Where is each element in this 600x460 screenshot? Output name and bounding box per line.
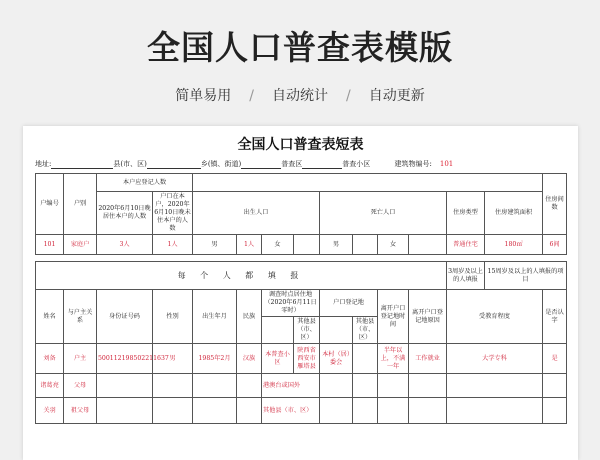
person-name[interactable]: 诸葛亮 <box>36 374 64 398</box>
sub-district-blank[interactable] <box>302 160 342 169</box>
district-label: 普查区 <box>281 160 303 168</box>
person-hukou-other[interactable] <box>353 344 378 374</box>
age15-note: 15周岁及以上的人填报的项目 <box>485 262 567 290</box>
present-header: 2020年6月10日晚居住本户的人数 <box>97 192 153 235</box>
person-sex[interactable]: 男 <box>153 344 193 374</box>
table-row <box>36 398 567 424</box>
building-label: 建筑物编号: <box>394 160 432 168</box>
spacer-row <box>36 255 567 262</box>
leave-reason-header: 离开户口登记地原因 <box>409 290 447 344</box>
table-row <box>36 344 567 374</box>
rooms-header: 住房间数 <box>543 174 567 235</box>
residence-other-header: 其他县（市、区） <box>294 317 320 344</box>
table-row <box>36 374 567 398</box>
person-ethnic[interactable] <box>237 374 262 398</box>
births-female-value[interactable] <box>294 235 320 255</box>
person-ethnic[interactable]: 汉族 <box>237 344 262 374</box>
county-blank[interactable] <box>51 160 113 169</box>
person-leave-time[interactable]: 半年以上，不满一年 <box>378 344 409 374</box>
building-number: 101 <box>439 160 454 168</box>
census-table <box>35 173 567 424</box>
person-education[interactable] <box>447 374 543 398</box>
person-relation[interactable]: 祖父母 <box>64 398 97 424</box>
person-name[interactable]: 关羽 <box>36 398 64 424</box>
education-header: 受教育程度 <box>447 290 543 344</box>
sex-header: 性别 <box>153 290 193 344</box>
leave-time-header: 离开户口登记地时间 <box>378 290 409 344</box>
hh-no-header: 户编号 <box>36 174 64 235</box>
person-id[interactable] <box>97 374 153 398</box>
births-male-label: 男 <box>193 235 237 255</box>
person-hukou[interactable]: 本村（居）委会 <box>320 344 353 374</box>
rooms-value[interactable]: 6间 <box>543 235 567 255</box>
separator: / <box>249 88 254 104</box>
person-residence-other[interactable]: 陕西省西安市雁塔县 <box>294 344 320 374</box>
person-relation[interactable]: 父母 <box>64 374 97 398</box>
person-birth[interactable] <box>193 374 237 398</box>
county-label: 县(市、区) <box>113 160 147 168</box>
section-heading: 每 个 人 都 填 报 <box>36 262 447 290</box>
residence-local-header <box>262 317 294 344</box>
person-leave-reason[interactable] <box>409 374 447 398</box>
feature-easy: 简单易用 <box>175 88 232 104</box>
residence-header: 调查时点居住地（2020年6月11日零时） <box>262 290 320 317</box>
person-leave-time[interactable] <box>378 398 409 424</box>
id-header: 身份证号码 <box>97 290 153 344</box>
person-leave-time[interactable] <box>378 374 409 398</box>
births-female-label: 女 <box>262 235 294 255</box>
person-literacy[interactable] <box>543 374 567 398</box>
deaths-male-label: 男 <box>320 235 353 255</box>
address-line <box>35 159 453 169</box>
person-birth[interactable]: 1985年2月 <box>193 344 237 374</box>
birth-header: 出生年月 <box>193 290 237 344</box>
person-id[interactable]: 500112198502211637 <box>97 344 153 374</box>
age3-note: 3周岁及以上的人填报 <box>447 262 485 290</box>
deaths-male-value[interactable] <box>353 235 378 255</box>
person-name[interactable]: 刘备 <box>36 344 64 374</box>
person-relation[interactable]: 户主 <box>64 344 97 374</box>
form-preview-card <box>23 126 578 460</box>
person-hukou-other[interactable] <box>353 374 378 398</box>
absent-header: 户口在本户，2020年6月10日晚未住本户的人数 <box>153 192 193 235</box>
deaths-female-label: 女 <box>378 235 409 255</box>
deaths-header: 死亡人口 <box>320 192 447 235</box>
person-birth[interactable] <box>193 398 237 424</box>
person-sex[interactable] <box>153 374 193 398</box>
name-header: 姓名 <box>36 290 64 344</box>
present-value[interactable]: 3人 <box>97 235 153 255</box>
person-residence[interactable]: 港澳台或国外 <box>262 374 320 398</box>
promo-header <box>0 0 600 126</box>
person-id[interactable] <box>97 398 153 424</box>
district-blank[interactable] <box>241 160 281 169</box>
blank-header <box>193 174 543 192</box>
town-label: 乡(镇、街道) <box>200 160 242 168</box>
births-header: 出生人口 <box>193 192 320 235</box>
literacy-header: 是否认字 <box>543 290 567 344</box>
ethnic-header: 民族 <box>237 290 262 344</box>
person-ethnic[interactable] <box>237 398 262 424</box>
person-leave-reason[interactable] <box>409 398 447 424</box>
hukou-header: 户口登记地 <box>320 290 378 317</box>
area-value[interactable]: 180㎡ <box>485 235 543 255</box>
person-residence[interactable]: 本普查小区 <box>262 344 294 374</box>
separator: / <box>346 88 351 104</box>
person-literacy[interactable]: 是 <box>543 344 567 374</box>
person-hukou[interactable] <box>320 374 353 398</box>
births-male-value[interactable]: 1人 <box>237 235 262 255</box>
address-label: 地址: <box>35 160 52 168</box>
deaths-female-value[interactable] <box>409 235 447 255</box>
page-title: 全国人口普查表模版 <box>147 28 453 67</box>
town-blank[interactable] <box>147 160 201 169</box>
person-literacy[interactable] <box>543 398 567 424</box>
person-hukou-other[interactable] <box>353 398 378 424</box>
register-count-header: 本户应登记人数 <box>97 174 193 192</box>
absent-value[interactable]: 1人 <box>153 235 193 255</box>
area-header: 住房建筑面积 <box>485 192 543 235</box>
person-education[interactable] <box>447 398 543 424</box>
hh-no-value[interactable]: 101 <box>36 235 64 255</box>
housing-type-header: 住房类型 <box>447 192 485 235</box>
feature-line <box>0 85 600 105</box>
hukou-other-header: 其他县（市、区） <box>353 317 378 344</box>
person-leave-reason[interactable]: 工作就业 <box>409 344 447 374</box>
hukou-local-header <box>320 317 353 344</box>
feature-auto-stats: 自动统计 <box>272 88 328 104</box>
feature-auto-update: 自动更新 <box>368 88 425 104</box>
person-residence[interactable]: 其他县（市、区） <box>262 398 320 424</box>
person-sex[interactable] <box>153 398 193 424</box>
housing-type-value[interactable]: 普通住宅 <box>447 235 485 255</box>
person-hukou[interactable] <box>320 398 353 424</box>
sub-district-label: 普查小区 <box>342 160 371 168</box>
hh-type-header: 户别 <box>64 174 97 235</box>
form-title: 全国人口普查表短表 <box>237 137 364 153</box>
hh-type-value[interactable]: 家庭户 <box>64 235 97 255</box>
person-education[interactable]: 大学专科 <box>447 344 543 374</box>
relation-header: 与户主关系 <box>64 290 97 344</box>
